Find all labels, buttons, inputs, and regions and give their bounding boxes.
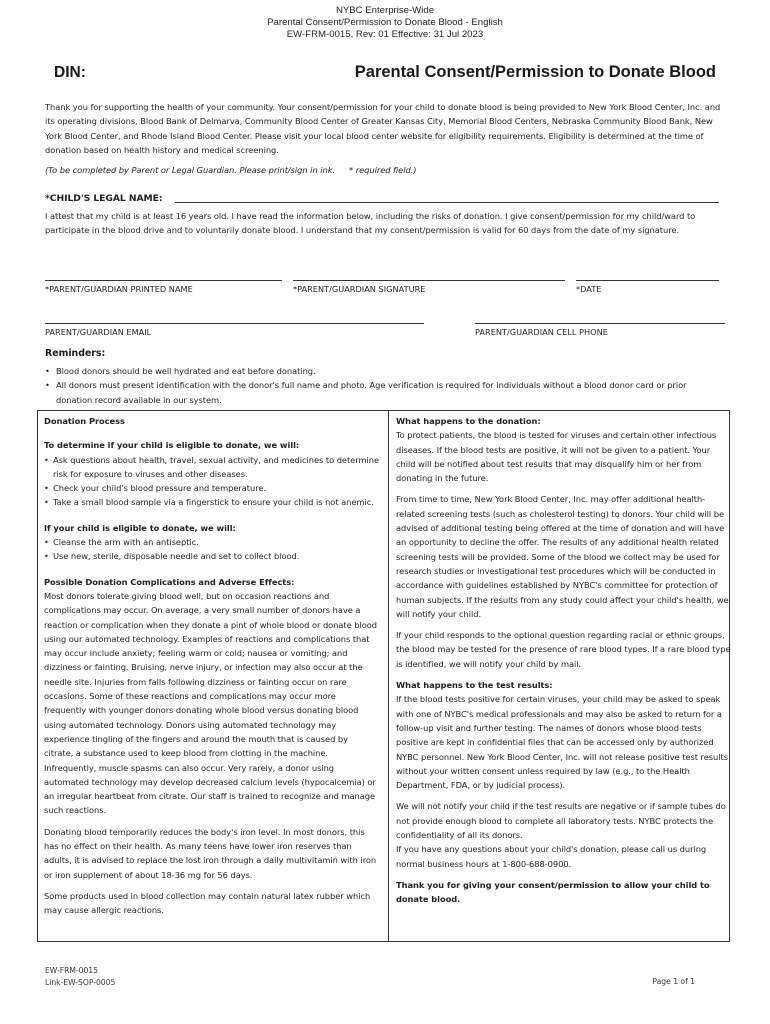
header-org: NYBC Enterprise-Wide — [335, 5, 435, 16]
din-label: DIN: — [54, 64, 86, 81]
latex-text: Some products used in blood collection may contain natural latex rubber which may cause allergic reactions. — [44, 890, 371, 916]
instructions — [45, 163, 416, 177]
questions-text: If you have any questions about your child's donation, please call us during normal business hours at 1-800-688-0900. — [396, 844, 707, 869]
header-revision: EW-FRM-0015, Rev: 01 Effective: 31 Jul 2023 — [286, 29, 484, 40]
intro-paragraph: Thank you for supporting the health of your community. Your consent/permission for your child to donate blood is being provided to New York Blood Center, Inc. and its operating divisions, Blood Bank of Delmarva, Community Blood Center of Greater Kansas City, Memorial Blood Centers, Nebraska Community Blood Bank, New York Blood Center, and Rhode Island Blood Center. Please visit your local blood center website for eligibility requirements. Eligibility is determined at the time of donation based on health history and medical screening. — [45, 102, 721, 155]
child-name-label: *CHILD'S LEGAL NAME: — [45, 193, 163, 204]
reminder-item: • All donors must present identification with the donor's full name and photo. Age verification is required for individuals without a blood donor card or prior donation record available in our system. — [45, 378, 725, 407]
donation-process-column — [44, 414, 379, 925]
page-number: Page 1 of 1 — [652, 977, 695, 986]
determine-item: • Ask questions about health, travel, sexual activity, and medicines to determine risk for exposure to viruses and other diseases. — [44, 453, 379, 482]
negative-results-text: We will not notify your child if the test results are negative or if sample tubes do not provide enough blood to complete all laboratory tests. NYBC protects the confidentiality of all its donors. — [396, 801, 726, 841]
instructions-text: (To be completed by Parent or Legal Guardian. Please print/sign in ink. — [45, 165, 336, 175]
reminders-list — [45, 364, 725, 407]
email-field[interactable] — [45, 323, 424, 324]
eligible-item: • Use new, sterile, disposable needle and set to collect blood. — [44, 549, 379, 563]
complications-heading: Possible Donation Complications and Adverse Effects: — [44, 576, 295, 587]
results-heading: What happens to the test results: — [396, 680, 553, 691]
signature-label: *PARENT/GUARDIAN SIGNATURE — [293, 284, 426, 294]
footer-form-id: EW-FRM-0015 — [45, 966, 99, 975]
ethnic-testing-text: If your child responds to the optional question regarding racial or ethnic groups, the blood may be tested for the presence of rare blood types. If a rare blood type is identified, we will notify your child by mail. — [396, 630, 731, 669]
required-note: * required field.) — [349, 165, 417, 175]
page-title: Parental Consent/Permission to Donate Blood — [354, 63, 716, 81]
determine-item: • Check your child's blood pressure and temperature. — [44, 481, 379, 495]
date-field[interactable] — [576, 280, 719, 281]
thanks-text: Thank you for giving your consent/permission to allow your child to donate blood. — [396, 879, 710, 905]
iron-text: Donating blood temporarily reduces the body's iron level. In most donors, this has no effect on their health. As many teens have lower iron reserves than adults, it is advised to replace the lost iron through a daily multivitamin with iron or iron supplement of about 18-36 mg for 56 days. — [44, 826, 377, 880]
cell-phone-label: PARENT/GUARDIAN CELL PHONE — [475, 327, 608, 337]
attestation-paragraph: I attest that my child is at least 16 years old. I have read the information below, including the risks of donation. I give consent/permission for my child/ward to participate in the blood drive and to voluntarily donate blood. I understand that my consent/permission is valid for 60 days from the date of my signature. — [45, 211, 696, 236]
header-form-name: Parental Consent/Permission to Donate Blood - English — [267, 17, 503, 28]
column-divider — [388, 410, 389, 942]
donation-heading: What happens to the donation: — [396, 416, 541, 426]
printed-name-label: *PARENT/GUARDIAN PRINTED NAME — [45, 284, 193, 294]
child-name-field[interactable] — [175, 202, 719, 203]
complications-text: Most donors tolerate giving blood well, but on occasion reactions and complications may occur. On average, a very small number of donors have a reaction or complication when they donate a pint of whole blood or donate blood using our automated technology. Examples of reactions and complications that may occur include anxiety; feeling warm or cold; nausea or vomiting; and dizziness or fainting. Bruising, nerve injury, or infection may also occur at the needle site. Injuries from falls following dizziness or fainting occur on rare occasions. Some of these reactions and complications may occur more frequently with younger donors donating whole blood versus donating blood using automated technology. Donors using automated technology may experience tingling of the fingers and around the mouth that is caused by citrate, a substance used to keep blood from clotting in the machine. Infrequently, muscle spasms can also occur. Very rarely, a donor using automated technology may develop decreased calcium levels (hypocalcemia) or an irregular heartbeat from citrate. Our staff is trained to recognize and manage such reactions. — [44, 590, 378, 816]
donation-info-column — [396, 414, 731, 907]
reminders-heading: Reminders: — [45, 348, 106, 359]
date-label: *DATE — [576, 284, 602, 294]
signature-field[interactable] — [293, 280, 565, 281]
cell-phone-field[interactable] — [475, 323, 725, 324]
additional-testing-text: From time to time, New York Blood Center, Inc. may offer additional health-related screening tests (such as cholesterol testing) to donors. Your child will be advised of additional testing being offered at the time of donation and will have an opportunity to decline the offer. The results of any additional health related screening tests will be provided. Some of the blood we collect may be used for research studies or investigational test procedures which will be conducted in accordance with guidelines established by NYBC's committee for protection of human subjects. If the results from any study could affect your child's health, we will notify your child. — [396, 494, 729, 619]
child-name-row — [45, 190, 725, 206]
process-heading: Donation Process — [44, 416, 125, 426]
results-text: If the blood tests positive for certain viruses, your child may be asked to speak with one of NYBC's medical professionals and may also be asked to return for a follow-up visit and further testing. The names of donors whose blood tests positive are kept in confidential files that can be accessed only by authorized NYBC personnel. New York Blood Center, Inc. will not release positive test results without your written consent unless required by law (e.g., to the Health Department, FDA, or by judicial process). — [396, 694, 728, 791]
reminder-item: • Blood donors should be well hydrated and eat before donating. — [45, 364, 725, 378]
printed-name-field[interactable] — [45, 280, 282, 281]
determine-item: • Take a small blood sample via a fingerstick to ensure your child is not anemic. — [44, 495, 379, 509]
determine-heading: To determine if your child is eligible to donate, we will: — [44, 440, 300, 451]
eligible-heading: If your child is eligible to donate, we will: — [44, 522, 236, 533]
email-label: PARENT/GUARDIAN EMAIL — [45, 327, 152, 337]
eligible-item: • Cleanse the arm with an antiseptic. — [44, 535, 379, 549]
footer-ids — [45, 965, 115, 989]
donation-text: To protect patients, the blood is tested for viruses and certain other infectious diseases. If the blood tests are positive, it will not be given to a patient. Your child will be notified about test results that may disqualify him or her from donating in the future. — [396, 430, 717, 484]
footer-link: Link-EW-SOP-0005 — [45, 978, 116, 987]
